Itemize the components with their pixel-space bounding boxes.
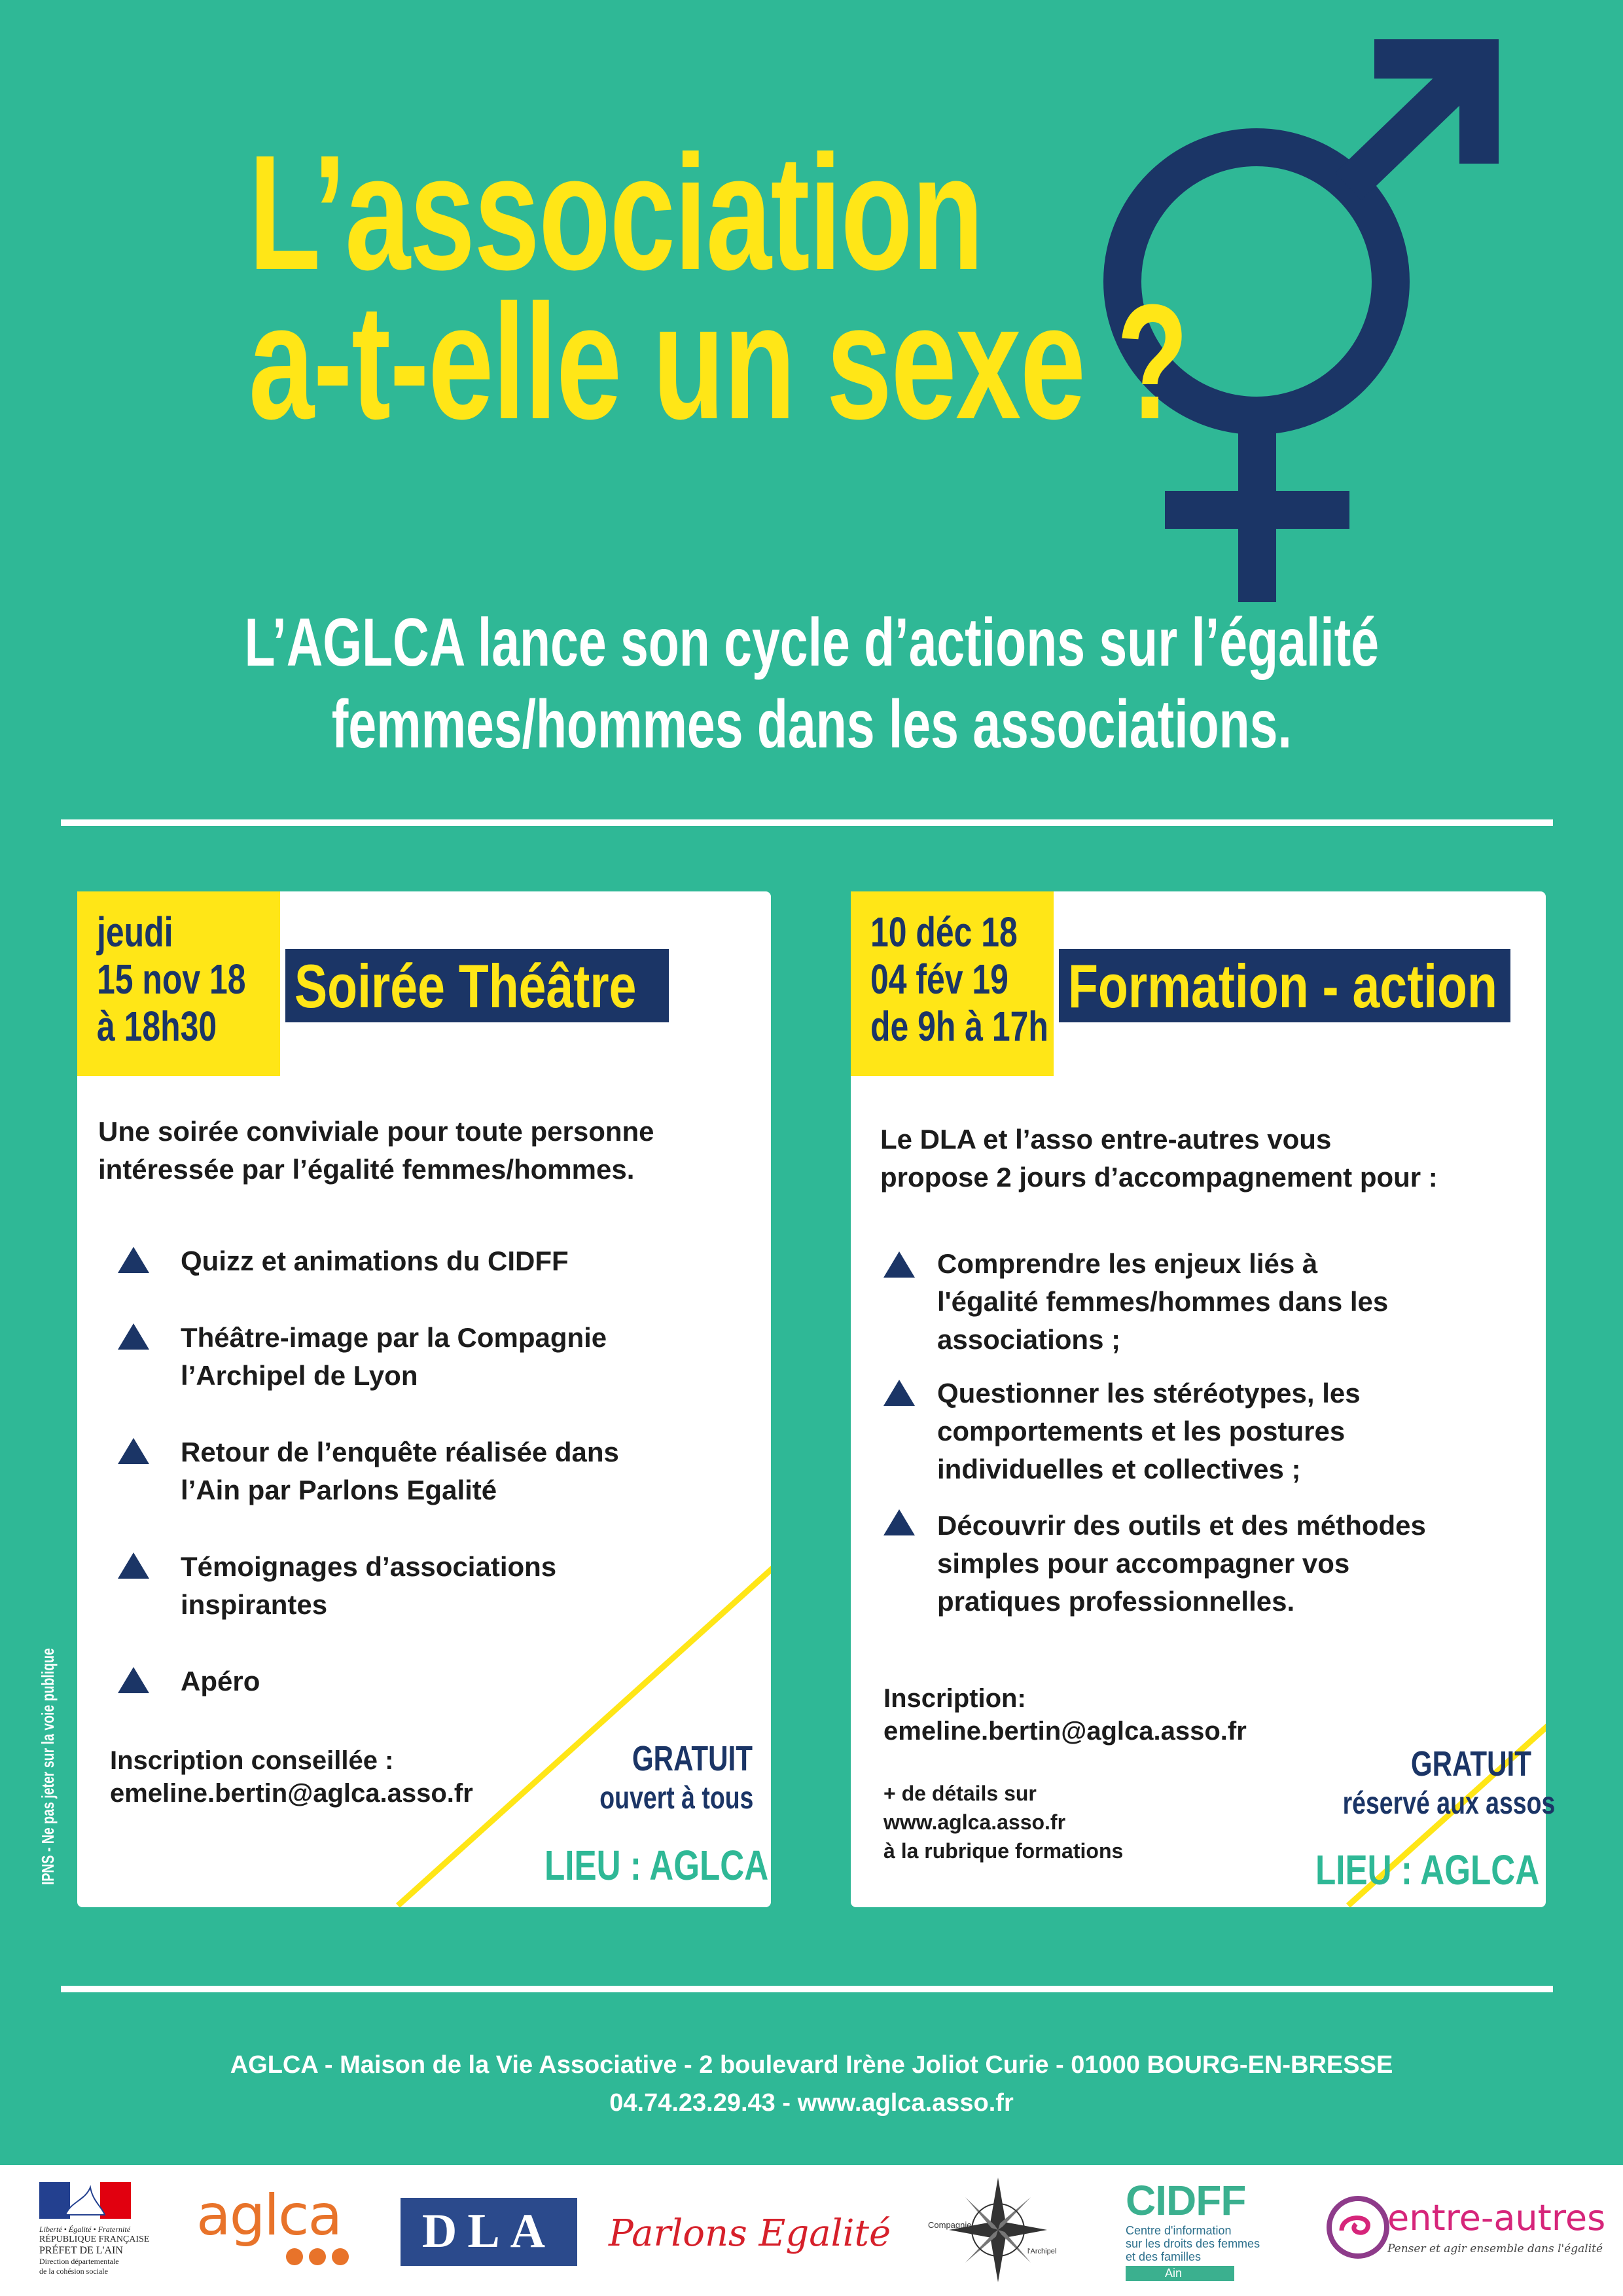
aglca-logo-text: aglca bbox=[196, 2183, 342, 2248]
title-line-1: L’association bbox=[249, 121, 983, 304]
archipel-logo bbox=[929, 2174, 1067, 2286]
date-line-1: jeudi bbox=[97, 908, 173, 956]
left-item-5: Apéro bbox=[181, 1666, 260, 1696]
inscription-label-left: Inscription conseillée : bbox=[110, 1746, 394, 1775]
legal-notice bbox=[38, 1569, 58, 1885]
date-line-1: 10 déc 18 bbox=[870, 908, 1018, 956]
parlons-egalite-text: Parlons Egalité bbox=[609, 2212, 891, 2255]
details-url[interactable]: www.aglca.asso.fr bbox=[883, 1810, 1066, 1834]
left-item-1: Quizz et animations du CIDFF bbox=[181, 1246, 569, 1276]
archipel-left-text: Compagnie bbox=[928, 2220, 972, 2230]
title-line-2: a-t-elle un sexe ? bbox=[249, 270, 1188, 453]
card-title-right-text: Formation - action bbox=[1068, 952, 1497, 1020]
left-item-2b: l’Archipel de Lyon bbox=[181, 1360, 418, 1391]
aglca-logo bbox=[196, 2183, 360, 2279]
intro-right-1: Le DLA et l’asso entre-autres vous bbox=[880, 1124, 1332, 1155]
gratuit-left-label: GRATUIT bbox=[632, 1739, 753, 1778]
inscription-email-right[interactable]: emeline.bertin@aglca.asso.fr bbox=[883, 1717, 1247, 1746]
right-item-2b: comportements et les postures bbox=[937, 1416, 1346, 1446]
dla-logo bbox=[401, 2198, 577, 2266]
date-box-left bbox=[77, 891, 280, 1076]
bullet-triangle-icon bbox=[118, 1323, 149, 1350]
cidff-logo bbox=[1126, 2179, 1283, 2291]
details-line-1: + de détails sur bbox=[883, 1782, 1037, 1805]
card-title-left bbox=[285, 949, 669, 1022]
intro-left-2: intéressée par l’égalité femmes/hommes. bbox=[98, 1154, 635, 1185]
details-line-3: à la rubrique formations bbox=[883, 1839, 1124, 1863]
prefet-cohesion: de la cohésion sociale bbox=[39, 2267, 108, 2276]
bullet-triangle-icon bbox=[883, 1380, 915, 1406]
lieu-right-text: LIEU : AGLCA bbox=[1315, 1846, 1540, 1893]
entre-autres-tagline: Penser et agir ensemble dans l'égalité bbox=[1387, 2242, 1603, 2255]
partner-logos-band bbox=[0, 2165, 1623, 2296]
inscription-label-right: Inscription: bbox=[883, 1684, 1026, 1713]
bullet-triangle-icon bbox=[883, 1251, 915, 1278]
right-item-2a: Questionner les stéréotypes, les bbox=[937, 1378, 1361, 1408]
card-title-right bbox=[1059, 949, 1510, 1022]
top-divider bbox=[61, 819, 1553, 826]
prefet-republique: RÉPUBLIQUE FRANÇAISE bbox=[39, 2234, 150, 2244]
bottom-divider bbox=[61, 1986, 1553, 1992]
bullet-triangle-icon bbox=[883, 1509, 915, 1535]
right-item-3a: Découvrir des outils et des méthodes bbox=[937, 1510, 1426, 1541]
date-line-2: 15 nov 18 bbox=[97, 956, 246, 1003]
subtitle-line-1 bbox=[0, 605, 1623, 681]
legal-notice-text: IPNS - Ne pas jeter sur la voie publique bbox=[38, 1648, 58, 1885]
cidff-sub-2: sur les droits des femmes bbox=[1126, 2237, 1260, 2250]
date-line-3: à 18h30 bbox=[97, 1003, 217, 1050]
bullet-triangle-icon bbox=[118, 1552, 149, 1579]
cidff-logo-text: CIDFF bbox=[1126, 2177, 1246, 2224]
prefet-logo bbox=[39, 2182, 150, 2280]
left-item-3a: Retour de l’enquête réalisée dans bbox=[181, 1437, 619, 1467]
lieu-left bbox=[544, 1842, 825, 1889]
aglca-dots-icon bbox=[196, 2244, 360, 2270]
subtitle-line-2 bbox=[0, 687, 1623, 762]
bullet-triangle-icon bbox=[118, 1438, 149, 1464]
date-box-right bbox=[851, 891, 1054, 1076]
left-item-4a: Témoignages d’associations bbox=[181, 1551, 557, 1582]
archipel-right-text: l'Archipel bbox=[1027, 2248, 1057, 2255]
gratuit-right-label: GRATUIT bbox=[1410, 1744, 1531, 1784]
right-item-1c: associations ; bbox=[937, 1324, 1121, 1355]
bullet-triangle-icon bbox=[118, 1667, 149, 1693]
dla-logo-text: DLA bbox=[421, 2204, 556, 2258]
marianne-icon bbox=[39, 2182, 131, 2219]
cidff-sub-1: Centre d'information bbox=[1126, 2224, 1232, 2237]
gratuit-left bbox=[556, 1741, 753, 1814]
entre-autres-text: entre-autres bbox=[1387, 2197, 1606, 2238]
date-line-2: 04 fév 19 bbox=[870, 956, 1008, 1003]
right-item-3c: pratiques professionnelles. bbox=[937, 1586, 1295, 1617]
right-item-1b: l'égalité femmes/hommes dans les bbox=[937, 1286, 1389, 1317]
entre-autres-swirl-icon bbox=[1322, 2191, 1394, 2263]
gratuit-right bbox=[1283, 1744, 1556, 1821]
gratuit-right-sub: réservé aux assos bbox=[1342, 1786, 1556, 1821]
left-item-3b: l’Ain par Parlons Egalité bbox=[181, 1475, 497, 1505]
prefet-direction: Direction départementale bbox=[39, 2257, 119, 2266]
right-item-3b: simples pour accompagner vos bbox=[937, 1548, 1350, 1579]
bullet-triangle-icon bbox=[118, 1247, 149, 1273]
subtitle-text-1: L’AGLCA lance son cycle d’actions sur l’égalité bbox=[244, 605, 1379, 681]
cidff-ain-badge: Ain bbox=[1126, 2266, 1234, 2281]
left-item-4b: inspirantes bbox=[181, 1589, 328, 1620]
prefet-motto: Liberté • Égalité • Fraternité bbox=[39, 2225, 131, 2234]
subtitle-text-2: femmes/hommes dans les associations. bbox=[331, 687, 1292, 762]
cidff-sub-3: et des familles bbox=[1126, 2250, 1202, 2263]
left-item-2a: Théâtre-image par la Compagnie bbox=[181, 1322, 607, 1353]
intro-left-1: Une soirée conviviale pour toute personne bbox=[98, 1116, 654, 1147]
parlons-egalite-logo bbox=[609, 2212, 891, 2255]
inscription-email-left[interactable]: emeline.bertin@aglca.asso.fr bbox=[110, 1779, 473, 1808]
lieu-right bbox=[1315, 1846, 1596, 1893]
compass-rose-icon bbox=[929, 2174, 1067, 2286]
footer-contact[interactable]: 04.74.23.29.43 - www.aglca.asso.fr bbox=[609, 2089, 1014, 2117]
date-line-3: de 9h à 17h bbox=[870, 1003, 1048, 1050]
gratuit-left-sub: ouvert à tous bbox=[599, 1781, 754, 1816]
prefet-title: PRÉFET DE L'AIN bbox=[39, 2245, 123, 2256]
right-item-2c: individuelles et collectives ; bbox=[937, 1454, 1301, 1484]
card-title-left-text: Soirée Théâtre bbox=[294, 952, 637, 1020]
intro-right-2: propose 2 jours d’accompagnement pour : bbox=[880, 1162, 1438, 1193]
footer-address: AGLCA - Maison de la Vie Associative - 2 boulevard Irène Joliot Curie - 01000 BOURG-EN-BRESSE bbox=[230, 2051, 1393, 2079]
entre-autres-logo bbox=[1322, 2191, 1610, 2283]
right-item-1a: Comprendre les enjeux liés à bbox=[937, 1248, 1318, 1279]
lieu-left-text: LIEU : AGLCA bbox=[544, 1842, 769, 1889]
